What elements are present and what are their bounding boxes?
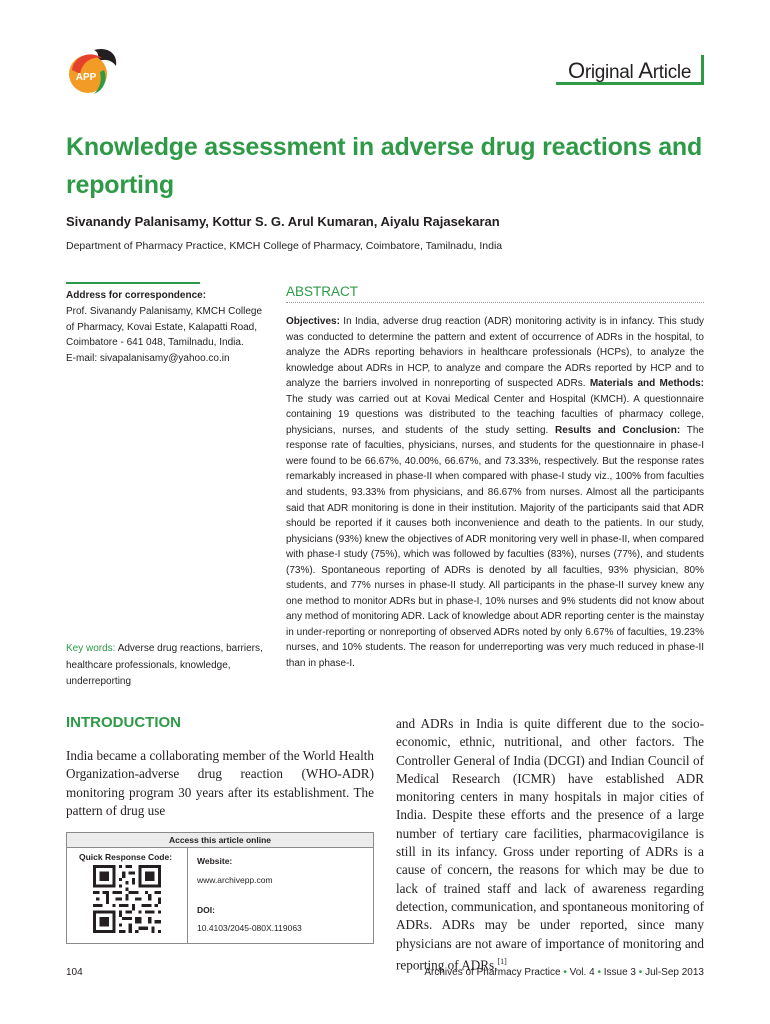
objectives-label: Objectives: [286,316,340,327]
journal-logo [64,44,128,100]
methods-text: The study was carried out at Kovai Medical Center and Hospital (KMCH). A questionnaire containing 19 questions was distributed to the teaching faculties of pharmacy college, physicians, nurses, and students of the study setting. [286,393,704,436]
correspondence-heading: Address for correspondence: [66,290,207,301]
abstract-text [286,314,704,672]
qr-label: Quick Response Code: [79,852,173,862]
page-number: 104 [66,967,83,978]
logo-text: APP [75,72,97,83]
correspondence-block [66,288,266,367]
access-divider [187,847,188,944]
correspondence-line: Coimbatore - 641 048, Tamilnadu, India. [66,337,244,349]
correspondence-line: Prof. Sivanandy Palanisamy, KMCH College [66,305,263,317]
introduction-heading: INTRODUCTION [66,714,181,731]
abstract-divider [286,302,704,303]
access-heading: Access this article online [67,833,373,848]
article-type-label: Original Article [556,55,704,85]
doi-label: DOI: [197,905,215,915]
correspondence-line: of Pharmacy, Kovai Estate, Kalapatti Road, [66,321,258,333]
app-logo-icon [64,44,128,100]
affiliation: Department of Pharmacy Practice, KMCH College of Pharmacy, Coimbatore, Tamilnadu, India [66,240,503,252]
results-label: Results and Conclusion: [555,424,681,436]
objectives-text: In India, adverse drug reaction (ADR) monitoring activity is in infancy. This study was conducted to determine the pattern and extent of occurrence of ADRs in the hospital, to analyze the ADRs reporting behaviors in healthcare professionals (HCPs), to analyze the knowledge about ADRs in HCP, to analyze and compare the ADRs reported by HCP and to analyze the barriers involved in nonreporting of suspected ADRs. [286,316,705,390]
qr-code-icon[interactable] [93,865,161,933]
website-label: Website: [197,856,233,866]
website-link[interactable]: www.archivepp.com [197,875,273,885]
author-list: Sivanandy Palanisamy, Kottur S. G. Arul Kumaran, Aiyalu Rajasekaran [66,214,500,229]
methods-label: Materials and Methods: [589,378,704,390]
access-article-box [66,832,374,944]
article-title: Knowledge assessment in adverse drug reactions and reporting [66,133,703,199]
keywords-text: Adverse drug reactions, barriers, healthcare professionals, knowledge, underreporting [66,643,263,687]
abstract-heading: ABSTRACT [286,284,359,299]
keywords-label: Key words: [66,643,116,654]
introduction-paragraph: India became a collaborating member of the World Health Organization-adverse drug reaction (WHO-ADR) monitoring program 30 years after its establishment. The pattern of drug use [66,748,374,818]
journal-footer: Archives of Pharmacy Practice • Vol. 4 • Issue 3 • Jul-Sep 2013 [424,967,704,978]
correspondence-divider [66,282,200,284]
correspondence-email[interactable]: E-mail: sivapalanisamy@yahoo.co.in [66,353,230,365]
doi-link[interactable]: 10.4103/2045-080X.119063 [197,923,302,933]
reference-citation[interactable]: [1] [497,956,507,966]
results-text: The response rate of faculties, physicians, nurses, and students for the questionnaire in phase-I were found to be 66.67%, 40.00%, 66.67%, and 73.33%, respectively. But the response rates remarkably increased in phase-II when compared with phase-I study viz., 100% from faculties and students, 93.33% from physicians, and 86.67% from nurses. Almost all the participants said that ADR monitoring is done in their institution. Majority of the participants said that ADR should be reported if it causes both inconvenience and death to the patients. In our study, physicians (93%) knew the objectives of ADR monitoring very well in phase-II, when compared with phase-I study (75%), which was followed by faculties (83%), nurses (77%), and students (73%). Spontaneous reporting of ADRs is denoted by all faculties, 93% physician, 80% students, and 77% nurses in phase-II study. All participants in the phase-II survey knew any one method to monitor ADRs but in phase-I, 10% nurses and 9% students did not know about any method of monitoring ADR. Lack of knowledge about ADR reporting center is the mainstay in under-reporting or nonreporting of observed ADRs noted by only 6.67% of faculties, 19.23% nurses, and 10% students. The reason for underreporting was very much reduced in phase-II than in phase-I. [286,424,705,670]
introduction-paragraph-continued: and ADRs in India is quite different due to the socio-economic, ethnic, nutritional, and other factors. The Controller General of India (DCGI) and Indian Council of Medical Research (ICMR) have established ADR monitoring centers in many hospitals in major cities of India. Despite these efforts and the presence of a large number of tertiary care facilities, pharmacovigilance is still in its infancy. Gross under reporting of ADRs is a cause of concern, the reasons for which may be due to lack of trained staff and lack of awareness regarding detection, communication, and spontaneous monitoring of ADRs. ADRs may be under reported, since many physicians are not aware of importance of monitoring and reporting of ADRs.[1] [396,716,704,973]
keywords-block [66,641,266,691]
